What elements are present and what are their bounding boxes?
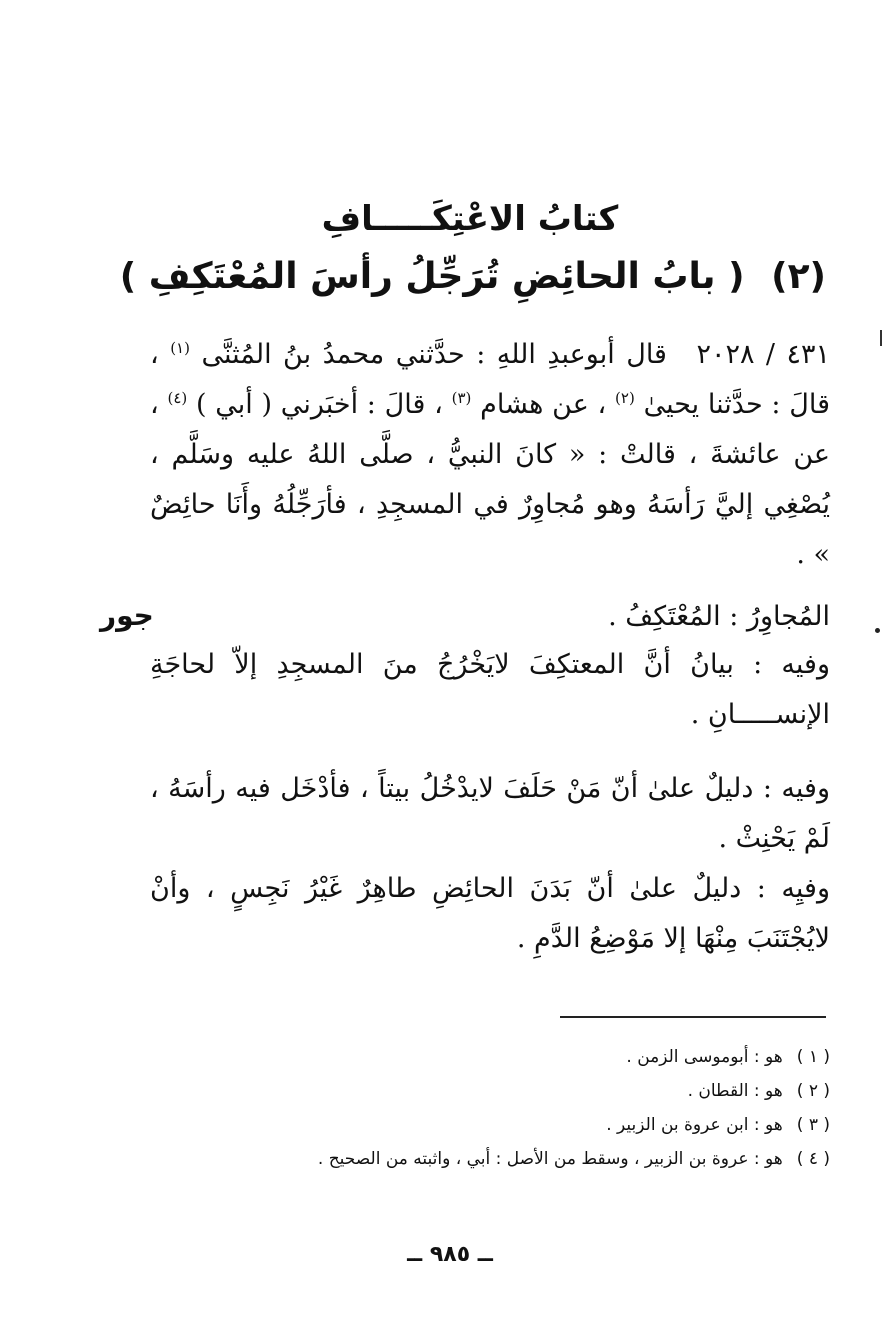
footnotes [160,1040,830,1176]
hadith-segment: ، قالَ : حدَّثنا يحيىٰ [150,339,830,420]
footnote-number: ( ٤ ) [796,1149,830,1169]
footnote [160,1074,830,1108]
footnote-ref: (١) [170,339,190,357]
footnote-number: ( ٣ ) [796,1115,830,1135]
margin-mark [880,330,882,346]
footnote-text: هو : عروة بن الزبير ، وسقط من الأصل : أبي ، واثبته من الصحيح . [317,1149,783,1169]
footnote [160,1040,830,1074]
commentary-paragraph: وفيِه : دليلٌ علىٰ أنّ بَدَنَ الحائِضِ طاهِرٌ غَيْرُ نَجِسٍ ، وأنْ لايُجْتَنَبَ مِنْهَا إلا مَوْضِعُ الدَّمِ . [150,873,830,954]
footnote-text: هو : القطان . [687,1081,783,1101]
hadith-segment: ، عن هشام [480,389,607,420]
commentary-paragraph: وفيه : دليلٌ علىٰ أنّ مَنْ حَلَفَ لايدْخُلُ بيتاً ، فأدْخَل فيه رأسَهُ ، لَمْ يَحْنِثْ . [150,773,830,854]
chapter-number: (٢) [771,256,826,297]
footnote-text: هو : ابن عروة بن الزبير . [606,1115,783,1135]
hadith-number: ٤٣١ / ٢٠٢٨ [696,339,830,370]
footnote-divider [560,1016,826,1018]
book-title: كتابُ الاعْتِكَـــــافِ [321,199,619,239]
footnote [160,1142,830,1176]
chapter-heading [119,252,826,302]
hadith-segment: قال أبوعبدِ اللهِ : حدَّثني محمدُ بنُ المُثنَّى [201,339,667,370]
footnote-ref: (٢) [615,389,635,407]
footnote-number: ( ١ ) [796,1047,830,1067]
chapter-title: ( بابُ الحائِضِ تُرَجِّلُ رأسَ المُعْتَكِفِ ) [119,256,745,297]
footnote-number: ( ٢ ) [796,1081,830,1101]
footnote-text: هو : أبوموسى الزمن . [626,1047,783,1067]
footnote-ref: (٤) [167,389,188,407]
hadith-segment: ، عن عائشةَ ، قالتْ : « كانَ النبيُّ ، صلَّى اللهُ عليه وسَلَّم ، يُصْغِي إليَّ رَأسَهُ وهو مُجاوِرٌ في المسجِدِ ، فأرَجِّلُهُ وأَنَا حائِضٌ » . [150,389,830,570]
footnote-ref: (٣) [451,389,472,407]
page-number: ــ ٩٨٥ ــ [407,1242,493,1267]
commentary-paragraph: المُجاوِرُ : المُعْتَكِفُ . [608,601,830,632]
margin-note: جور [100,599,154,632]
commentary-paragraph: وفيه : بيانُ أنَّ المعتكِفَ لايَخْرُجُ منَ المسجِدِ إلاّ لحاجَةِ الإنســـــانِ . [150,649,830,730]
footnote [160,1108,830,1142]
hadith-text [150,330,830,580]
hadith-segment: ، قالَ : أخبَرني ( أبي ) [196,389,443,420]
margin-dot [875,628,880,633]
